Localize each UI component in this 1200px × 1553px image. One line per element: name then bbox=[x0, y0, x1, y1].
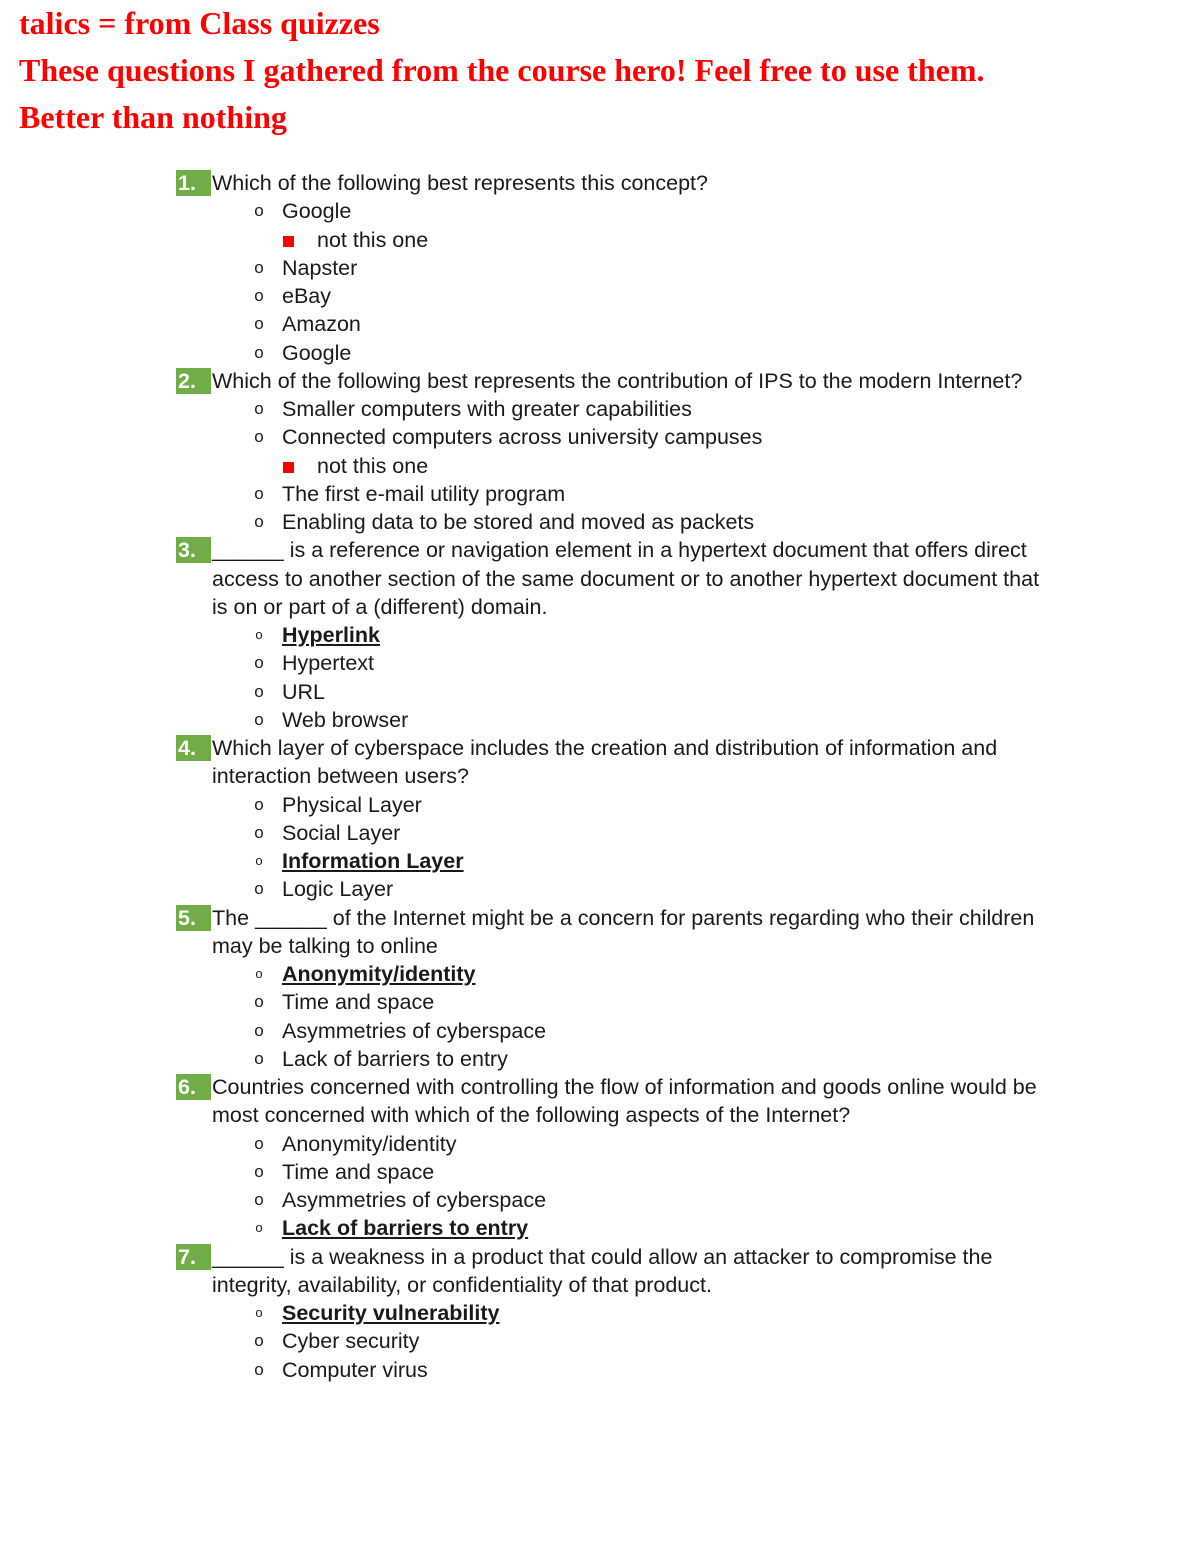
header-line-2: These questions I gathered from the course hero! Feel free to use them. bbox=[19, 52, 985, 88]
answer-options bbox=[176, 960, 1076, 1073]
answer-option bbox=[176, 339, 1076, 367]
answer-option-text: Web browser bbox=[282, 707, 409, 732]
square-bullet-icon bbox=[283, 236, 294, 247]
circle-bullet-icon: o bbox=[255, 1305, 263, 1320]
circle-bullet-icon: o bbox=[254, 992, 264, 1012]
circle-bullet-icon: o bbox=[255, 966, 263, 981]
answer-options bbox=[176, 791, 1076, 904]
question-item bbox=[176, 1243, 1076, 1384]
question-row bbox=[176, 1243, 1076, 1300]
answer-option-text: Logic Layer bbox=[282, 877, 394, 902]
answer-option-correct bbox=[176, 847, 1076, 875]
circle-bullet-icon: o bbox=[254, 399, 264, 418]
question-row bbox=[176, 367, 1076, 395]
question-text: Which of the following best represents the contribution of IPS to the modern Internet? bbox=[212, 368, 1023, 393]
answer-option-text: Anonymity/identity bbox=[282, 962, 476, 986]
circle-bullet-icon: o bbox=[254, 822, 264, 842]
answer-options bbox=[176, 1299, 1076, 1384]
question-item bbox=[176, 169, 1076, 367]
answer-option-text: Smaller computers with greater capabilities bbox=[282, 397, 692, 421]
question-text: Which of the following best represents this concept? bbox=[212, 171, 708, 195]
answer-option bbox=[176, 197, 1076, 225]
circle-bullet-icon: o bbox=[254, 653, 264, 673]
header-line-3: Better than nothing bbox=[19, 99, 287, 135]
circle-bullet-icon: o bbox=[255, 1220, 263, 1236]
question-item bbox=[176, 536, 1076, 734]
answer-option-text: Google bbox=[282, 340, 352, 365]
circle-bullet-icon: o bbox=[254, 314, 264, 334]
answer-option-correct bbox=[176, 1214, 1076, 1242]
question-number-badge: 3. bbox=[176, 537, 211, 563]
question-number-badge: 1. bbox=[176, 170, 211, 196]
question-row bbox=[176, 734, 1076, 791]
question-number-badge: 5. bbox=[176, 905, 211, 931]
answer-option bbox=[176, 1186, 1076, 1214]
header-notes bbox=[19, 0, 1189, 141]
circle-bullet-icon: o bbox=[254, 1133, 264, 1153]
answer-option-correct bbox=[176, 621, 1076, 649]
question-item bbox=[176, 734, 1076, 904]
answer-note bbox=[176, 226, 1076, 254]
question-item bbox=[176, 367, 1076, 537]
answer-option-correct bbox=[176, 1299, 1076, 1327]
answer-option bbox=[176, 282, 1076, 310]
question-row bbox=[176, 169, 1076, 197]
answer-option bbox=[176, 423, 1076, 451]
answer-option bbox=[176, 1327, 1076, 1355]
answer-option-text: Asymmetries of cyberspace bbox=[282, 1188, 547, 1212]
question-row bbox=[176, 1073, 1076, 1130]
answer-option bbox=[176, 1017, 1076, 1045]
answer-option bbox=[176, 875, 1076, 903]
circle-bullet-icon: o bbox=[254, 879, 264, 899]
answer-option bbox=[176, 254, 1076, 282]
answer-option-text: Asymmetries of cyberspace bbox=[282, 1018, 547, 1043]
circle-bullet-icon: o bbox=[254, 1190, 264, 1209]
answer-note bbox=[176, 452, 1076, 480]
answer-option bbox=[176, 1158, 1076, 1186]
circle-bullet-icon: o bbox=[255, 627, 263, 642]
answer-option-text: eBay bbox=[282, 284, 332, 308]
question-list bbox=[176, 169, 1076, 1384]
circle-bullet-icon: o bbox=[254, 794, 264, 814]
answer-option bbox=[176, 988, 1076, 1016]
answer-option-text: Time and space bbox=[282, 1159, 435, 1184]
answer-option-text: Information Layer bbox=[282, 849, 464, 873]
answer-option bbox=[176, 706, 1076, 734]
answer-option bbox=[176, 1356, 1076, 1384]
question-row bbox=[176, 904, 1076, 961]
answer-options bbox=[176, 395, 1076, 536]
question-text: The ______ of the Internet might be a concern for parents regarding who their children may be talking to online bbox=[212, 905, 1035, 958]
circle-bullet-icon: o bbox=[254, 1331, 264, 1351]
answer-option-text: Social Layer bbox=[282, 820, 401, 845]
answer-option-text: Time and space bbox=[282, 990, 435, 1015]
answer-option-text: Computer virus bbox=[282, 1357, 428, 1382]
circle-bullet-icon: o bbox=[254, 1161, 264, 1181]
question-item bbox=[176, 904, 1076, 1074]
answer-options bbox=[176, 621, 1076, 734]
question-number-badge: 6. bbox=[176, 1074, 211, 1100]
header-line-1: talics = from Class quizzes bbox=[19, 5, 380, 41]
answer-options bbox=[176, 1130, 1076, 1243]
answer-note-text: not this one bbox=[317, 453, 429, 478]
question-number-badge: 7. bbox=[176, 1244, 211, 1270]
answer-option-text: Physical Layer bbox=[282, 792, 422, 817]
question-text: ______ is a weakness in a product that could allow an attacker to compromise the integrity, availability, or confidentiality of that product. bbox=[212, 1244, 993, 1297]
circle-bullet-icon: o bbox=[254, 1359, 264, 1379]
answer-option-text: Cyber security bbox=[282, 1329, 420, 1354]
answer-option-text: Lack of barriers to entry bbox=[282, 1216, 529, 1241]
circle-bullet-icon: o bbox=[255, 853, 263, 868]
circle-bullet-icon: o bbox=[254, 1048, 264, 1068]
answer-option-text: The first e-mail utility program bbox=[282, 481, 566, 506]
answer-option-text: Google bbox=[282, 199, 352, 224]
answer-option-text: Napster bbox=[282, 255, 358, 280]
circle-bullet-icon: o bbox=[254, 427, 264, 447]
answer-option bbox=[176, 508, 1076, 536]
answer-option bbox=[176, 819, 1076, 847]
circle-bullet-icon: o bbox=[254, 257, 264, 277]
circle-bullet-icon: o bbox=[254, 483, 264, 503]
answer-option bbox=[176, 480, 1076, 508]
question-number-badge: 4. bbox=[176, 735, 211, 761]
answer-option bbox=[176, 1130, 1076, 1158]
circle-bullet-icon: o bbox=[254, 512, 264, 531]
answer-option bbox=[176, 1045, 1076, 1073]
answer-option bbox=[176, 395, 1076, 423]
question-text: Countries concerned with controlling the flow of information and goods online would be most concerned with which of the following aspects of the Internet? bbox=[212, 1075, 1037, 1128]
answer-option bbox=[176, 649, 1076, 677]
answer-option bbox=[176, 310, 1076, 338]
answer-option bbox=[176, 791, 1076, 819]
square-bullet-icon bbox=[283, 462, 294, 473]
answer-options bbox=[176, 197, 1076, 367]
circle-bullet-icon: o bbox=[254, 286, 264, 305]
question-row bbox=[176, 536, 1076, 621]
answer-option-correct bbox=[176, 960, 1076, 988]
circle-bullet-icon: o bbox=[254, 681, 264, 701]
circle-bullet-icon: o bbox=[254, 709, 264, 729]
circle-bullet-icon: o bbox=[254, 342, 264, 362]
answer-option-text: Amazon bbox=[282, 312, 361, 337]
answer-option-text: Lack of barriers to entry bbox=[282, 1046, 508, 1071]
question-item bbox=[176, 1073, 1076, 1243]
circle-bullet-icon: o bbox=[254, 1020, 264, 1040]
answer-option-text: URL bbox=[282, 679, 326, 704]
question-text: Which layer of cyberspace includes the creation and distribution of information and interaction between users? bbox=[212, 736, 998, 789]
question-number-badge: 2. bbox=[176, 368, 211, 394]
answer-option-text: Connected computers across university campuses bbox=[282, 425, 763, 450]
answer-option-text: Hyperlink bbox=[282, 623, 380, 647]
answer-note-text: not this one bbox=[317, 227, 429, 252]
circle-bullet-icon: o bbox=[254, 201, 264, 221]
answer-option-text: Anonymity/identity bbox=[282, 1131, 457, 1156]
answer-option-text: Security vulnerability bbox=[282, 1301, 500, 1325]
answer-option-text: Hypertext bbox=[282, 651, 375, 676]
answer-option bbox=[176, 678, 1076, 706]
question-text: ______ is a reference or navigation element in a hypertext document that offers direct access to another section of the same document or to another hypertext document that is on or part of a (different) domain. bbox=[212, 538, 1040, 619]
answer-option-text: Enabling data to be stored and moved as packets bbox=[282, 510, 755, 534]
